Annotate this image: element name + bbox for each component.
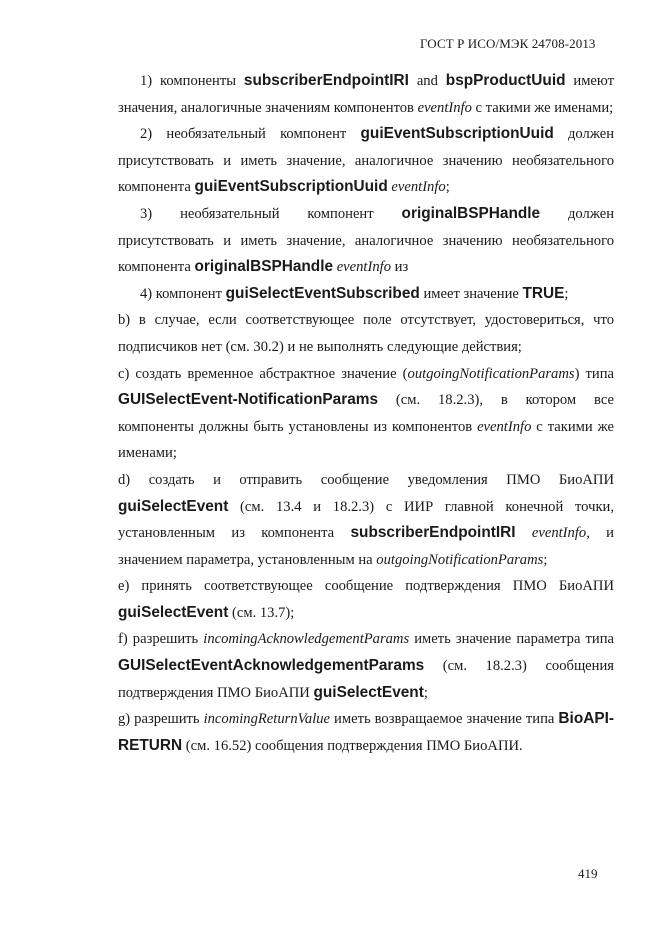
text: f) разрешить — [118, 631, 204, 648]
text: с такими же именами; — [118, 418, 614, 462]
italic-term: eventInfo — [417, 99, 472, 116]
code-term: guiSelectEvent — [313, 683, 424, 701]
code-term: GUISelectEventAcknowledgementParams — [118, 657, 425, 675]
list-item-2 — [118, 121, 614, 201]
italic-term: eventInfo — [477, 418, 532, 435]
text: (см. 13.7); — [228, 604, 295, 621]
text: 3) необязательный компонент — [140, 205, 402, 222]
code-term: subscriberEndpointIRI — [243, 72, 409, 89]
list-item-e — [118, 573, 614, 626]
italic-term: incomingAcknowledgementParams — [203, 631, 410, 648]
code-term: originalBSPHandle — [401, 204, 541, 222]
text: (см. 16.52) сообщения подтверждения ПМО БиоАПИ. — [182, 737, 523, 754]
code-term: originalBSPHandle — [194, 258, 334, 276]
text: должен присутствовать и иметь значение, аналогичное значению необязательного компонента — [118, 205, 615, 276]
code-term: BioAPI-RETURN — [118, 710, 614, 754]
text: 4) компонент — [140, 285, 226, 302]
text: ; — [445, 179, 450, 196]
list-item-4 — [118, 281, 614, 308]
text: c) создать временное абстрактное значение ( — [118, 365, 408, 382]
text: e) принять соответствующее сообщение подтверждения ПМО БиоАПИ — [118, 578, 614, 595]
text: ; — [543, 551, 548, 568]
italic-term: outgoingNotificationParams — [376, 551, 544, 568]
list-item-b — [118, 307, 614, 360]
code-term: guiEventSubscriptionUuid — [360, 125, 554, 143]
text: из — [391, 259, 409, 276]
text: должен присутствовать и иметь значение, аналогичное значению необязательного компонента — [118, 126, 614, 196]
code-term: guiSelectEventSubscribed — [225, 284, 420, 302]
page-number: 419 — [578, 866, 598, 881]
code-term: GUISelectEvent-NotificationParams — [118, 391, 379, 409]
text: имеют значения, аналогичные значениям компонентов — [118, 73, 614, 116]
text: ) типа — [574, 365, 614, 382]
text: , и значением параметра, установленным на — [118, 525, 614, 568]
italic-term: eventInfo — [531, 525, 587, 542]
list-item-3 — [118, 201, 614, 281]
text: иметь значение параметра типа — [409, 631, 614, 648]
text: ; — [564, 285, 569, 302]
list-item-g — [118, 706, 614, 759]
code-term: subscriberEndpointIRI — [350, 524, 516, 542]
code-term: guiSelectEvent — [118, 603, 229, 621]
text: d) создать и отправить сообщение уведомления ПМО БиоАПИ — [118, 471, 614, 488]
text: 1) компоненты — [140, 73, 244, 89]
document-body — [118, 68, 614, 759]
text: (см. 13.4 и 18.2.3) с ИИР главной конечной точки, установленным из компонента — [118, 498, 614, 542]
italic-term: eventInfo — [336, 259, 391, 276]
code-term: guiEventSubscriptionUuid — [194, 178, 388, 196]
text: and — [408, 73, 446, 89]
text: иметь возвращаемое значение типа — [330, 711, 559, 728]
text: имеет значение — [419, 285, 523, 302]
document-header: ГОСТ Р ИСО/МЭК 24708-2013 — [420, 36, 596, 51]
italic-term: incomingReturnValue — [203, 711, 331, 728]
code-term: guiSelectEvent — [118, 497, 229, 515]
code-term: TRUE — [522, 284, 565, 302]
text: ; — [423, 684, 428, 701]
list-item-c — [118, 361, 614, 467]
text: (см. 18.2.3), в котором все компоненты должны быть установлены из компонентов — [118, 392, 614, 435]
text: (см. 18.2.3) сообщения подтверждения ПМО БиоАПИ — [118, 658, 614, 701]
text: 2) необязательный компонент — [140, 126, 361, 143]
italic-term: outgoingNotificationParams — [407, 365, 575, 382]
list-item-d — [118, 467, 614, 573]
list-item-f — [118, 626, 614, 706]
text — [516, 525, 532, 541]
italic-term: eventInfo — [391, 179, 446, 196]
list-item-1 — [118, 68, 614, 121]
text: g) разрешить — [118, 711, 204, 728]
text: b) в случае, если соответствующее поле отсутствует, удостовериться, что подписчиков нет (см. 30.2) и не выполнять следующие действия; — [118, 312, 614, 355]
code-term: bspProductUuid — [445, 72, 566, 89]
text: с такими же именами; — [471, 99, 614, 116]
